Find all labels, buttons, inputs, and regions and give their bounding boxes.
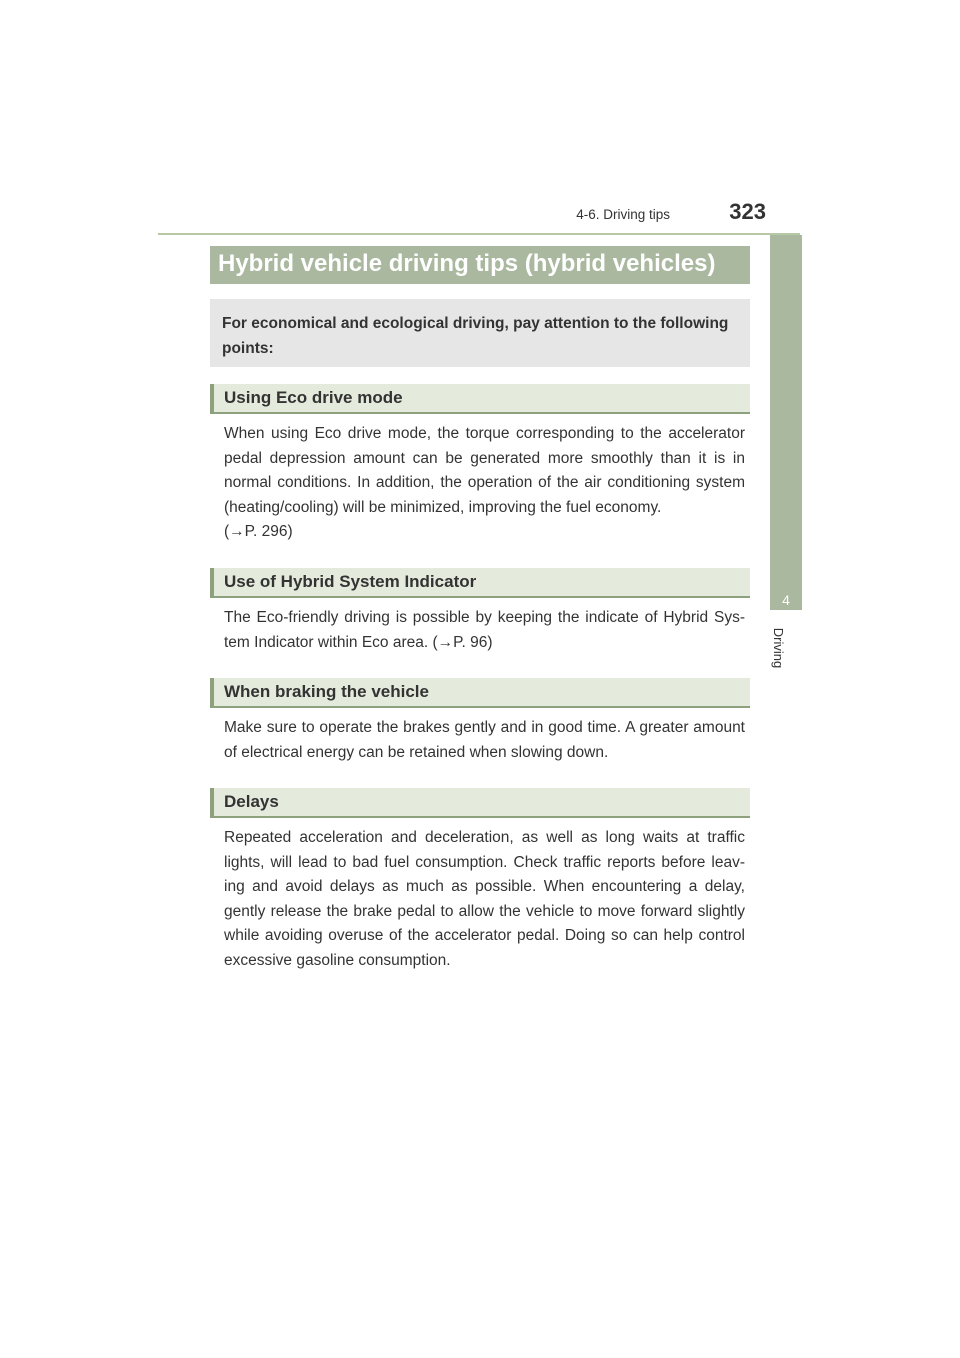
section-body-delays: Repeated acceleration and deceleration, as well as long waits at traffic lights, will lead to bad fuel consumption. Check traffic reports before leav-ing and avoid delays as much as possible. When encountering a delay, gently release the brake pedal to allow the vehicle to move forward slightly while avoiding overuse of the accelerator pedal. Doing so can help control excessive gasoline consumption. bbox=[224, 829, 745, 969]
section-body-braking: Make sure to operate the brakes gently and in good time. A greater amount of electrical energy can be retained when slowing down. bbox=[224, 719, 745, 761]
section-heading-delays: Delays bbox=[210, 788, 750, 818]
section-heading-braking: When braking the vehicle bbox=[210, 678, 750, 708]
section-heading-hybrid-indicator: Use of Hybrid System Indicator bbox=[210, 568, 750, 598]
section-body-hybrid-indicator: The Eco-friendly driving is possible by keeping the indicate of Hybrid Sys-tem Indicator within Eco area. (→P. 96) bbox=[224, 609, 745, 651]
intro-box: For economical and ecological driving, pay attention to the following points: bbox=[210, 299, 750, 367]
header-divider bbox=[158, 233, 800, 235]
chapter-number: 4 bbox=[782, 592, 790, 608]
chapter-tab bbox=[770, 235, 802, 610]
chapter-label: Driving bbox=[771, 627, 786, 669]
page-title-bar bbox=[210, 246, 750, 284]
section-body-text: When using Eco drive mode, the torque corresponding to the accelerator pedal depression amount can be generated more smoothly than it is in normal conditions. In addition, the operation of the air conditioning system (heating/cooling) will be minimized, improving the fuel economy. bbox=[224, 425, 745, 516]
page-reference-link[interactable]: (→P. 296) bbox=[224, 523, 293, 541]
page-number: 323 bbox=[729, 199, 766, 224]
section-heading-eco-drive: Using Eco drive mode bbox=[210, 384, 750, 414]
page-title: Hybrid vehicle driving tips (hybrid vehicles) bbox=[218, 250, 716, 277]
section-body-eco-drive bbox=[224, 422, 745, 545]
running-header-section: 4-6. Driving tips bbox=[576, 207, 670, 222]
